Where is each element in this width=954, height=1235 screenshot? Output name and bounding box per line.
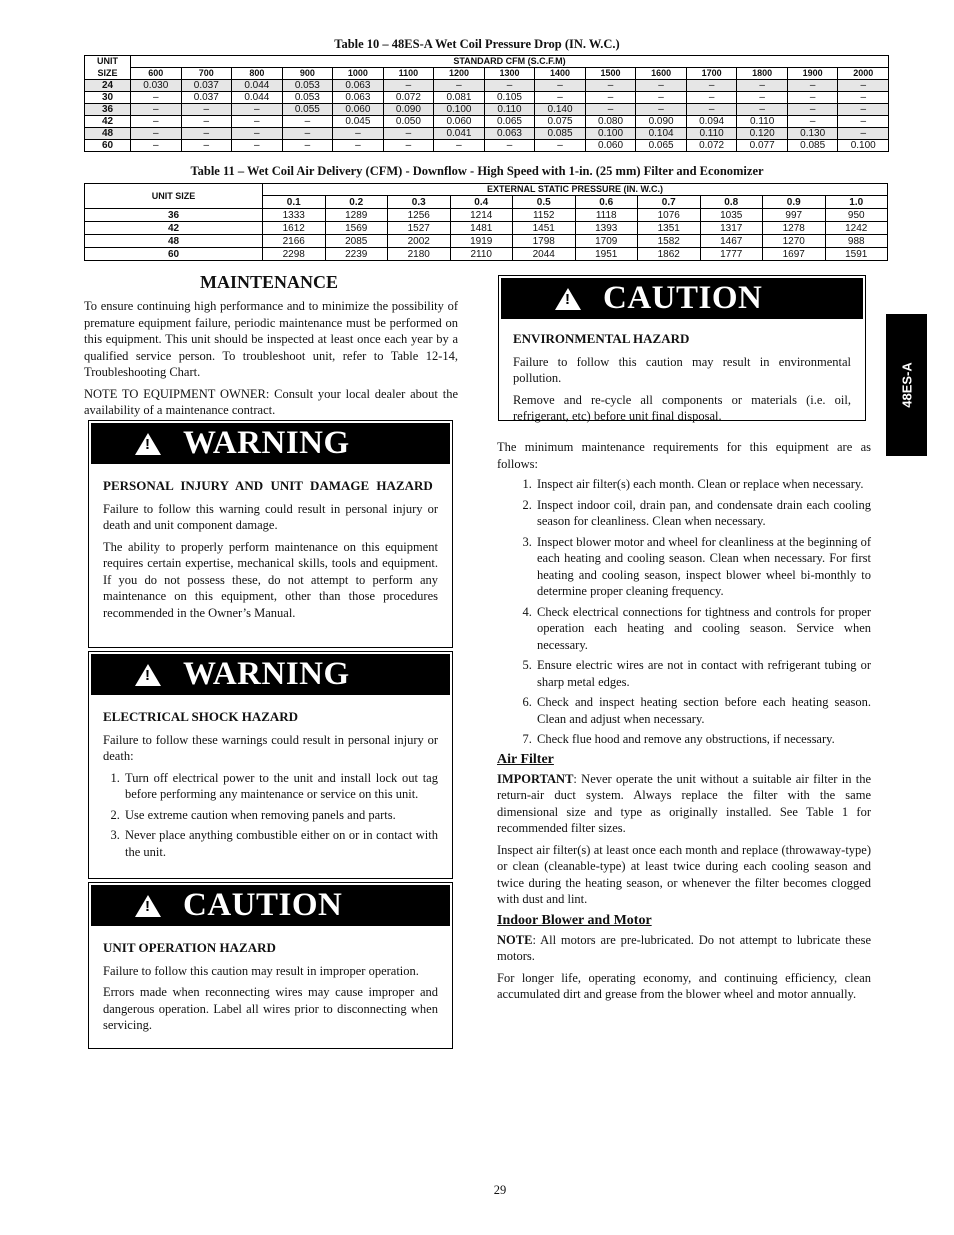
table11 [84, 183, 888, 261]
list-item: 2. Inspect indoor coil, drain pan, and condensate drain each cooling season for cleanliness. Clean when necessary. [535, 497, 871, 530]
table-cell: 1582 [638, 235, 701, 248]
table-cell: 2239 [325, 248, 388, 261]
table-cell: 1333 [263, 209, 326, 222]
table-cell: 2180 [388, 248, 451, 261]
caution-box-environmental [498, 275, 866, 421]
warning-text: Failure to follow these warnings could result in personal injury or death: [103, 732, 438, 763]
table-cell: – [181, 116, 232, 128]
table-cell: – [838, 92, 889, 104]
warning-triangle-icon: ! [135, 664, 161, 686]
table11-column-header: 0.8 [700, 196, 763, 209]
table-cell: – [131, 104, 182, 116]
side-tab-label: 48ES-A [899, 362, 914, 408]
table-cell: 0.045 [333, 116, 384, 128]
maintenance-paragraph: To ensure continuing high performance and to minimize the possibility of premature equipment failure, periodic maintenance must be performed on this equipment. This unit should be inspected at least once each year by a qualified service person. To troubleshoot unit, refer to Table 12-14, Troubleshooting Chart. [84, 299, 458, 379]
table-cell: – [636, 104, 687, 116]
maintenance-heading: MAINTENANCE [200, 272, 339, 292]
list-item: 1. Inspect air filter(s) each month. Clean or replace when necessary. [535, 476, 871, 493]
table-cell: – [434, 80, 485, 92]
table-cell: 0.080 [585, 116, 636, 128]
table-row [85, 128, 889, 140]
table-cell: 0.065 [636, 140, 687, 152]
table11-column-header: 0.7 [638, 196, 701, 209]
hazard-title: ENVIRONMENTAL HAZARD [513, 331, 690, 346]
caution-title: CAUTION [603, 280, 763, 316]
list-item: 3. Never place anything combustible either on or in contact with the unit. [123, 827, 438, 860]
table-cell: 0.130 [787, 128, 838, 140]
table-cell: 0.120 [737, 128, 788, 140]
table-cell: 0.055 [282, 104, 333, 116]
table-cell: – [787, 80, 838, 92]
table-cell: 0.060 [333, 104, 384, 116]
table10-column-header: 1800 [737, 68, 788, 80]
table-cell: – [535, 92, 586, 104]
table-cell: 2002 [388, 235, 451, 248]
table-cell: 0.075 [535, 116, 586, 128]
table-cell: – [737, 80, 788, 92]
table10-unit-header: UNIT [85, 56, 131, 68]
unit-size-cell: 36 [85, 209, 263, 222]
table-cell: – [131, 92, 182, 104]
table-cell: – [232, 128, 283, 140]
table10-unit-header-2: SIZE [85, 68, 131, 80]
blower-note: NOTE: All motors are pre-lubricated. Do not attempt to lubricate these motors. [497, 932, 871, 963]
table-cell: 0.041 [434, 128, 485, 140]
table-cell: – [737, 92, 788, 104]
table10-column-header: 1700 [686, 68, 737, 80]
table-cell: – [636, 92, 687, 104]
table10-column-header: 600 [131, 68, 182, 80]
list-item: 3. Inspect blower motor and wheel for cleanliness at the beginning of each heating and cooling season. Clean when necessary. For first heating and cooling season, inspect blower wheel bi-monthly to determine proper cleaning frequency. [535, 534, 871, 600]
warning-text: Failure to follow this warning could result in personal injury or death and unit component damage. [103, 501, 438, 532]
table10-group-header: STANDARD CFM (S.C.F.M) [131, 56, 889, 68]
table-cell: 1569 [325, 222, 388, 235]
table-cell: 1481 [450, 222, 513, 235]
table-row [85, 235, 888, 248]
table-cell: 0.060 [434, 116, 485, 128]
warning-title: WARNING [183, 425, 350, 461]
warning-box-personal-injury [88, 420, 453, 648]
table-cell: 0.085 [787, 140, 838, 152]
table-cell: – [282, 128, 333, 140]
unit-size-cell: 24 [85, 80, 131, 92]
hazard-title: UNIT OPERATION HAZARD [103, 940, 276, 955]
table-cell: – [686, 104, 737, 116]
table11-column-header: 0.9 [763, 196, 826, 209]
table10-column-header: 800 [232, 68, 283, 80]
table-cell: 1270 [763, 235, 826, 248]
blower-paragraph: For longer life, operating economy, and continuing efficiency, clean accumulated dirt and grease from the blower wheel and motor annually. [497, 970, 871, 1001]
table-cell: 1951 [575, 248, 638, 261]
table-cell: – [535, 80, 586, 92]
table11-column-header: 0.5 [513, 196, 576, 209]
table-cell: 0.063 [333, 80, 384, 92]
caution-text: Failure to follow this caution may result in improper operation. [103, 963, 419, 978]
table-cell: – [686, 92, 737, 104]
table10 [84, 55, 889, 152]
table-cell: – [686, 80, 737, 92]
table-cell: 0.037 [181, 92, 232, 104]
table10-column-header: 1300 [484, 68, 535, 80]
requirements-list [497, 476, 871, 748]
table-cell: – [131, 128, 182, 140]
table-cell: 0.072 [686, 140, 737, 152]
table-row [85, 248, 888, 261]
table-cell: 0.090 [636, 116, 687, 128]
caution-triangle-icon: ! [555, 288, 581, 310]
table-cell: 0.053 [282, 80, 333, 92]
table-cell: 0.060 [585, 140, 636, 152]
list-item: 7. Check flue hood and remove any obstructions, if necessary. [535, 731, 871, 748]
table-cell: – [484, 80, 535, 92]
list-item: 6. Check and inspect heating section before each heating season. Clean and adjust when necessary. [535, 694, 871, 727]
table-cell: – [737, 104, 788, 116]
unit-size-cell: 60 [85, 248, 263, 261]
table-row [85, 222, 888, 235]
unit-size-cell: 48 [85, 128, 131, 140]
warning-title: WARNING [183, 656, 350, 692]
table-cell: – [333, 140, 384, 152]
table11-column-header: 1.0 [825, 196, 888, 209]
table-cell: – [232, 104, 283, 116]
table-cell: – [181, 104, 232, 116]
table-cell: – [333, 128, 384, 140]
table-cell: 0.050 [383, 116, 434, 128]
list-item: 4. Check electrical connections for tightness and controls for proper operation each heating and cooling season. Service when necessary. [535, 604, 871, 654]
table-cell: – [181, 140, 232, 152]
table11-column-header: 0.6 [575, 196, 638, 209]
table-row [85, 80, 889, 92]
table-cell: – [282, 140, 333, 152]
table-cell: 0.030 [131, 80, 182, 92]
table-row [85, 140, 889, 152]
table-cell: – [585, 104, 636, 116]
maintenance-note: NOTE TO EQUIPMENT OWNER: Consult your local dealer about the availability of a maintenance contract. [84, 386, 458, 417]
table-cell: 950 [825, 209, 888, 222]
page-number: 29 [493, 1183, 507, 1197]
table-cell: 2085 [325, 235, 388, 248]
table11-group-header: EXTERNAL STATIC PRESSURE (IN. W.C.) [263, 184, 888, 196]
table-row [85, 104, 889, 116]
caution-title: CAUTION [183, 887, 343, 923]
table-cell: – [636, 80, 687, 92]
blower-heading: Indoor Blower and Motor [497, 912, 652, 928]
table-cell: 1862 [638, 248, 701, 261]
table-cell: 0.140 [535, 104, 586, 116]
table-cell: 1035 [700, 209, 763, 222]
requirements-intro: The minimum maintenance requirements for this equipment are as follows: [497, 440, 871, 471]
warning-text: The ability to properly perform maintenance on this equipment requires certain expertise, mechanical skills, tools and equipment. If you do not possess these, do not attempt to perform any maintenance on this equipment, other than those procedures recommended in the Owner’s Manual. [103, 539, 438, 620]
caution-box-unit-operation [88, 882, 453, 1049]
table-cell: 0.100 [434, 104, 485, 116]
table-cell: 0.085 [535, 128, 586, 140]
table-cell: 2166 [263, 235, 326, 248]
table-cell: 1612 [263, 222, 326, 235]
table-cell: – [535, 140, 586, 152]
table-cell: 1777 [700, 248, 763, 261]
caution-triangle-icon: ! [135, 895, 161, 917]
table-cell: – [383, 128, 434, 140]
unit-size-cell: 42 [85, 222, 263, 235]
caution-text: Failure to follow this caution may result in environmental pollution. [513, 354, 851, 385]
warning-triangle-icon: ! [135, 433, 161, 455]
air-filter-paragraph: Inspect air filter(s) at least once each month and replace (throwaway-type) or clean (cleanable-type) at least twice during each cooling season and twice during the heating season, or whenever the filter becomes clogged with dust and lint. [497, 842, 871, 906]
table10-column-header: 1100 [383, 68, 434, 80]
table10-column-header: 700 [181, 68, 232, 80]
table10-column-header: 1600 [636, 68, 687, 80]
unit-size-cell: 60 [85, 140, 131, 152]
table-cell: – [787, 104, 838, 116]
table10-column-header: 2000 [838, 68, 889, 80]
caution-banner [501, 278, 863, 319]
table-cell: – [383, 140, 434, 152]
list-item: 1. Turn off electrical power to the unit and install lock out tag before performing any maintenance or service on this unit. [123, 770, 438, 803]
caution-text: Remove and re-cycle all components or materials (i.e. oil, refrigerant, etc) before unit final disposal. [513, 392, 851, 423]
table11-unit-header: UNIT SIZE [85, 184, 263, 209]
table-cell: – [181, 128, 232, 140]
table-cell: 2298 [263, 248, 326, 261]
table-cell: 0.090 [383, 104, 434, 116]
table11-column-header: 0.1 [263, 196, 326, 209]
table-cell: 2110 [450, 248, 513, 261]
table-cell: – [585, 80, 636, 92]
table-cell: 1451 [513, 222, 576, 235]
table-cell: 0.044 [232, 92, 283, 104]
table-cell: – [232, 140, 283, 152]
table-cell: 988 [825, 235, 888, 248]
table-cell: 0.044 [232, 80, 283, 92]
table11-column-header: 0.3 [388, 196, 451, 209]
unit-size-cell: 42 [85, 116, 131, 128]
table-cell: 0.100 [838, 140, 889, 152]
table-cell: 1278 [763, 222, 826, 235]
table-cell: 1289 [325, 209, 388, 222]
table-cell: 1467 [700, 235, 763, 248]
table-cell: 997 [763, 209, 826, 222]
table11-caption: Table 11 – Wet Coil Air Delivery (CFM) - Downflow - High Speed with 1-in. (25 mm) Filter and Economizer [190, 164, 764, 178]
table-cell: 2044 [513, 248, 576, 261]
table-cell: – [838, 80, 889, 92]
table10-column-header: 1500 [585, 68, 636, 80]
caution-text: Errors made when reconnecting wires may cause improper and dangerous operation. Label all wires prior to disconnecting when servicing. [103, 985, 438, 1032]
unit-size-cell: 48 [85, 235, 263, 248]
table-row [85, 92, 889, 104]
table-cell: – [131, 116, 182, 128]
table10-column-header: 900 [282, 68, 333, 80]
table-cell: – [838, 116, 889, 128]
table-cell: 1256 [388, 209, 451, 222]
table-row [85, 116, 889, 128]
hazard-title: ELECTRICAL SHOCK HAZARD [103, 709, 299, 724]
table-cell: 1242 [825, 222, 888, 235]
table10-column-header: 1400 [535, 68, 586, 80]
table-cell: 1709 [575, 235, 638, 248]
table-cell: 1214 [450, 209, 513, 222]
table-cell: 0.104 [636, 128, 687, 140]
table-cell: 1118 [575, 209, 638, 222]
table-cell: 0.110 [686, 128, 737, 140]
table-cell: – [838, 104, 889, 116]
caution-banner [91, 885, 450, 926]
table-cell: 1152 [513, 209, 576, 222]
table-cell: 1919 [450, 235, 513, 248]
table-cell: 1317 [700, 222, 763, 235]
table-cell: 1798 [513, 235, 576, 248]
warning-box-electrical-shock [88, 651, 453, 879]
air-filter-heading: Air Filter [497, 751, 554, 767]
list-item: 5. Ensure electric wires are not in contact with refrigerant tubing or sharp metal edges. [535, 657, 871, 690]
table-cell: – [131, 140, 182, 152]
table10-column-header: 1900 [787, 68, 838, 80]
table-cell: – [232, 116, 283, 128]
table-cell: 0.072 [383, 92, 434, 104]
table-cell: 0.063 [484, 128, 535, 140]
table-cell: – [585, 92, 636, 104]
table-cell: 0.110 [484, 104, 535, 116]
table10-column-header: 1200 [434, 68, 485, 80]
table-cell: 1076 [638, 209, 701, 222]
table-cell: 0.100 [585, 128, 636, 140]
table-row [85, 209, 888, 222]
table-cell: 0.094 [686, 116, 737, 128]
table-cell: 0.065 [484, 116, 535, 128]
list-item: 2. Use extreme caution when removing panels and parts. [123, 807, 438, 824]
warning-banner [91, 423, 450, 464]
table10-column-header: 1000 [333, 68, 384, 80]
table-cell: 1393 [575, 222, 638, 235]
table-cell: 1351 [638, 222, 701, 235]
table10-caption: Table 10 – 48ES-A Wet Coil Pressure Drop (IN. W.C.) [334, 37, 620, 51]
table-cell: – [282, 116, 333, 128]
table-cell: 0.037 [181, 80, 232, 92]
warning-list [103, 770, 438, 861]
table-cell: – [787, 92, 838, 104]
table-cell: 0.077 [737, 140, 788, 152]
table11-column-header: 0.2 [325, 196, 388, 209]
table11-column-header: 0.4 [450, 196, 513, 209]
table-cell: 0.110 [737, 116, 788, 128]
air-filter-important: IMPORTANT: Never operate the unit without a suitable air filter in the return-air duct system. Always replace the filter with the same dimensional size and type as originally installed. See Table 1 for recommended filter sizes. [497, 771, 871, 835]
table-cell: – [838, 128, 889, 140]
table-cell: – [484, 140, 535, 152]
table-cell: 1697 [763, 248, 826, 261]
warning-banner [91, 654, 450, 695]
table-cell: 0.053 [282, 92, 333, 104]
unit-size-cell: 36 [85, 104, 131, 116]
table-cell: – [787, 116, 838, 128]
hazard-title: PERSONAL INJURY AND UNIT DAMAGE HAZARD [103, 478, 433, 493]
side-tab [886, 314, 927, 456]
table-cell: 1527 [388, 222, 451, 235]
table-cell: 0.063 [333, 92, 384, 104]
table-cell: 1591 [825, 248, 888, 261]
table-cell: 0.105 [484, 92, 535, 104]
table-cell: 0.081 [434, 92, 485, 104]
table-cell: – [434, 140, 485, 152]
unit-size-cell: 30 [85, 92, 131, 104]
table-cell: – [383, 80, 434, 92]
